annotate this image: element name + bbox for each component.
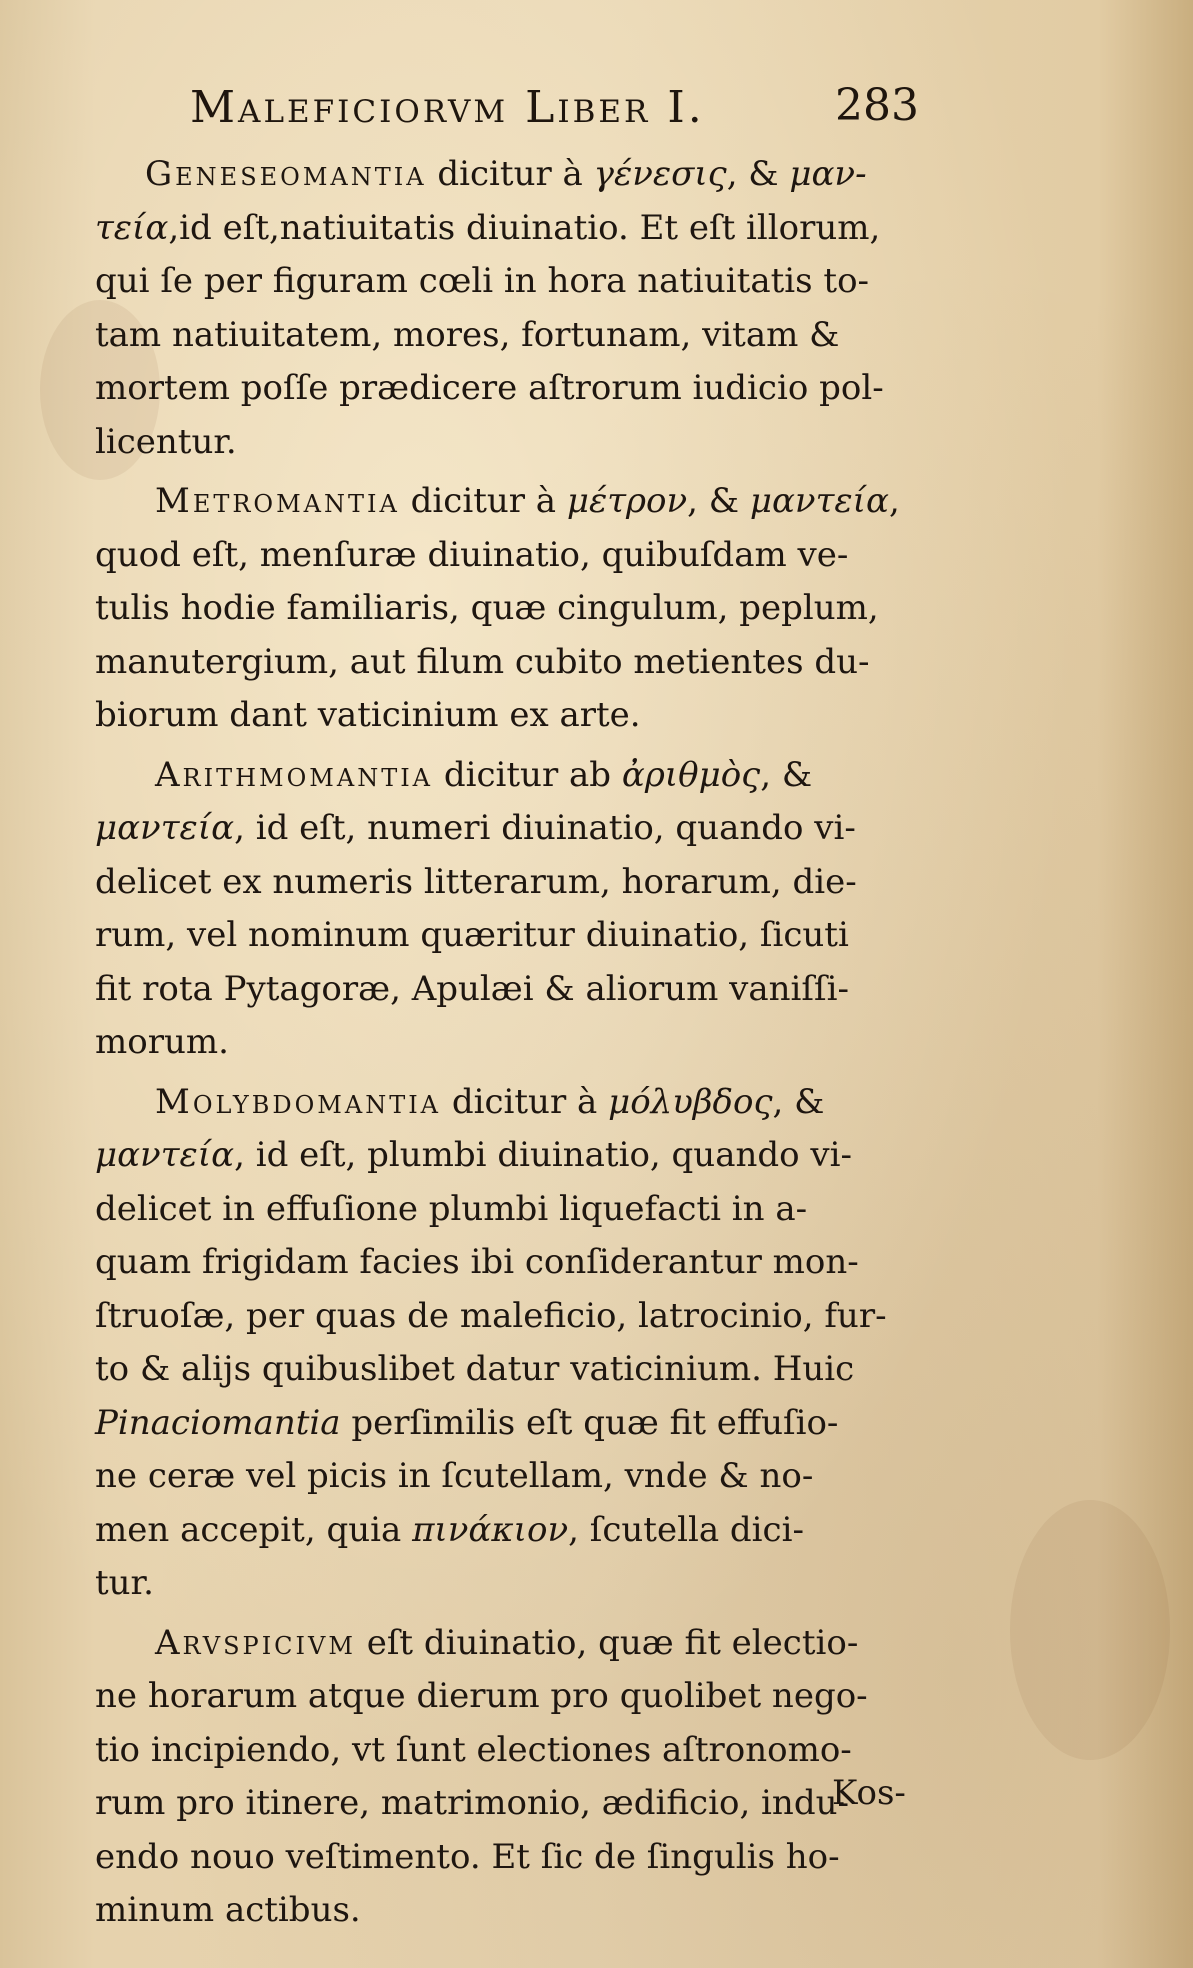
text-line	[95, 749, 915, 803]
greek-term: μαντεία	[95, 808, 235, 848]
running-title: Maleficiorvm Liber I.	[190, 82, 705, 133]
text-segment: tur.	[95, 1563, 154, 1603]
text-line	[95, 1504, 915, 1558]
text-line	[95, 1236, 915, 1290]
text-segment: tam natiuitatem, mores, fortunam, vitam &	[95, 314, 840, 355]
text-line	[95, 689, 915, 743]
text-line	[95, 909, 915, 963]
entry-heading: Molybdomantia	[155, 1081, 442, 1122]
text-entry	[95, 1076, 915, 1611]
greek-term: ἀριθμὸς	[621, 754, 761, 795]
text-line	[95, 582, 915, 636]
greek-term: πινάκιον	[412, 1509, 569, 1550]
text-segment: ne ceræ vel picis in ſcutellam, vnde & no-	[95, 1456, 814, 1496]
catchword: Kos-	[832, 1773, 906, 1813]
text-line	[95, 963, 915, 1017]
greek-term: μέτρον	[566, 481, 688, 521]
text-line	[95, 1290, 915, 1344]
page-number: 283	[835, 80, 919, 131]
text-line	[95, 802, 915, 856]
text-line	[95, 1016, 915, 1070]
text-line	[95, 475, 915, 529]
text-segment: , &	[687, 481, 750, 521]
text-line	[95, 255, 915, 309]
text-segment: , &	[772, 1081, 825, 1122]
text-segment: endo nouo veſtimento. Et ſic de ſingulis ho-	[95, 1836, 840, 1877]
text-line	[95, 856, 915, 910]
greek-term: μαν-	[789, 154, 867, 194]
text-line	[95, 636, 915, 690]
text-segment: to & alijs quibuslibet datur vaticinium. Huic	[95, 1349, 855, 1389]
text-line	[95, 148, 915, 202]
text-segment: , id eſt, plumbi diuinatio, quando vi-	[234, 1135, 852, 1175]
text-segment: tio incipiendo, vt ſunt electiones aſtronomo-	[95, 1729, 852, 1770]
greek-term: μαντεία	[749, 481, 889, 521]
text-line	[95, 1450, 915, 1504]
text-segment: perſimilis eſt quæ fit effuſio-	[340, 1402, 839, 1443]
text-segment: qui ſe per figuram cœli in hora natiuitatis to-	[95, 261, 870, 301]
greek-term: μαντεία	[95, 1135, 235, 1175]
text-line	[95, 1670, 915, 1724]
text-line	[95, 416, 915, 470]
text-segment: ,	[888, 481, 900, 521]
text-segment: licentur.	[95, 421, 237, 462]
greek-term: τεία	[95, 207, 169, 248]
text-segment: ne horarum atque dierum pro quolibet nego-	[95, 1676, 868, 1716]
entry-heading: Arithmomantia	[155, 754, 434, 795]
main-text	[95, 148, 915, 1944]
text-segment: , &	[726, 154, 790, 194]
text-segment: , id eſt, numeri diuinatio, quando vi-	[234, 808, 856, 848]
entry-heading: Metromantia	[155, 481, 400, 521]
text-segment: ſtruoſæ, per quas de maleficio, latrocinio, fur-	[95, 1295, 887, 1336]
text-segment: men accepit, quia	[95, 1509, 413, 1550]
text-segment: delicet ex numeris litterarum, horarum, die-	[95, 861, 857, 902]
text-entry	[95, 475, 915, 743]
text-segment: quam frigidam facies ibi conſiderantur mon-	[95, 1242, 859, 1282]
text-segment: rum pro itinere, matrimonio, ædificio, indu-	[95, 1783, 849, 1823]
greek-term: μόλυβδος	[608, 1081, 773, 1122]
entry-heading: Arvspicivm	[155, 1622, 356, 1663]
text-line	[95, 1831, 915, 1885]
text-segment: , &	[760, 754, 813, 795]
text-segment: manutergium, aut filum cubito metientes du-	[95, 641, 870, 682]
text-segment: dicitur à	[441, 1081, 609, 1122]
text-line	[95, 1777, 915, 1831]
text-line	[95, 309, 915, 363]
text-entry	[95, 749, 915, 1070]
text-line	[95, 1076, 915, 1130]
text-segment: mortem poſſe prædicere aſtrorum iudicio pol-	[95, 368, 884, 408]
text-line	[95, 1557, 915, 1611]
text-segment: quod eſt, menſuræ diuinatio, quibuſdam ve-	[95, 534, 849, 575]
text-segment: rum, vel nominum quæritur diuinatio, ſicuti	[95, 915, 849, 955]
text-segment: delicet in effuſione plumbi liquefacti in a-	[95, 1188, 808, 1229]
text-line	[95, 202, 915, 256]
text-segment: dicitur à	[426, 154, 594, 194]
text-segment: dicitur à	[399, 481, 567, 521]
entry-heading: Geneseomantia	[145, 154, 427, 194]
text-line	[95, 1183, 915, 1237]
text-line	[95, 1343, 915, 1397]
text-segment: minum actibus.	[95, 1890, 361, 1930]
text-segment: , ſcutella dici-	[568, 1509, 804, 1550]
text-line	[95, 1397, 915, 1451]
text-segment: fit rota Pytagoræ, Apulæi & aliorum vaniſſi-	[95, 968, 849, 1009]
text-line	[95, 1129, 915, 1183]
text-entry	[95, 1617, 915, 1938]
text-segment: dicitur ab	[433, 754, 622, 795]
text-segment: biorum dant vaticinium ex arte.	[95, 695, 641, 735]
text-segment: tulis hodie familiaris, quæ cingulum, peplum,	[95, 588, 879, 628]
text-entry	[95, 148, 915, 469]
text-segment: eſt diuinatio, quæ fit electio-	[355, 1622, 859, 1663]
text-line	[95, 362, 915, 416]
text-line	[95, 1617, 915, 1671]
text-segment: morum.	[95, 1022, 229, 1062]
greek-term: γένεσις	[593, 154, 727, 194]
text-line	[95, 1724, 915, 1778]
text-line	[95, 1884, 915, 1938]
text-segment: ,id eſt,natiuitatis diuinatio. Et eſt illorum,	[168, 207, 881, 248]
italic-term: Pinaciomantia	[95, 1402, 341, 1443]
text-line	[95, 529, 915, 583]
paper-stain	[1010, 1500, 1170, 1760]
